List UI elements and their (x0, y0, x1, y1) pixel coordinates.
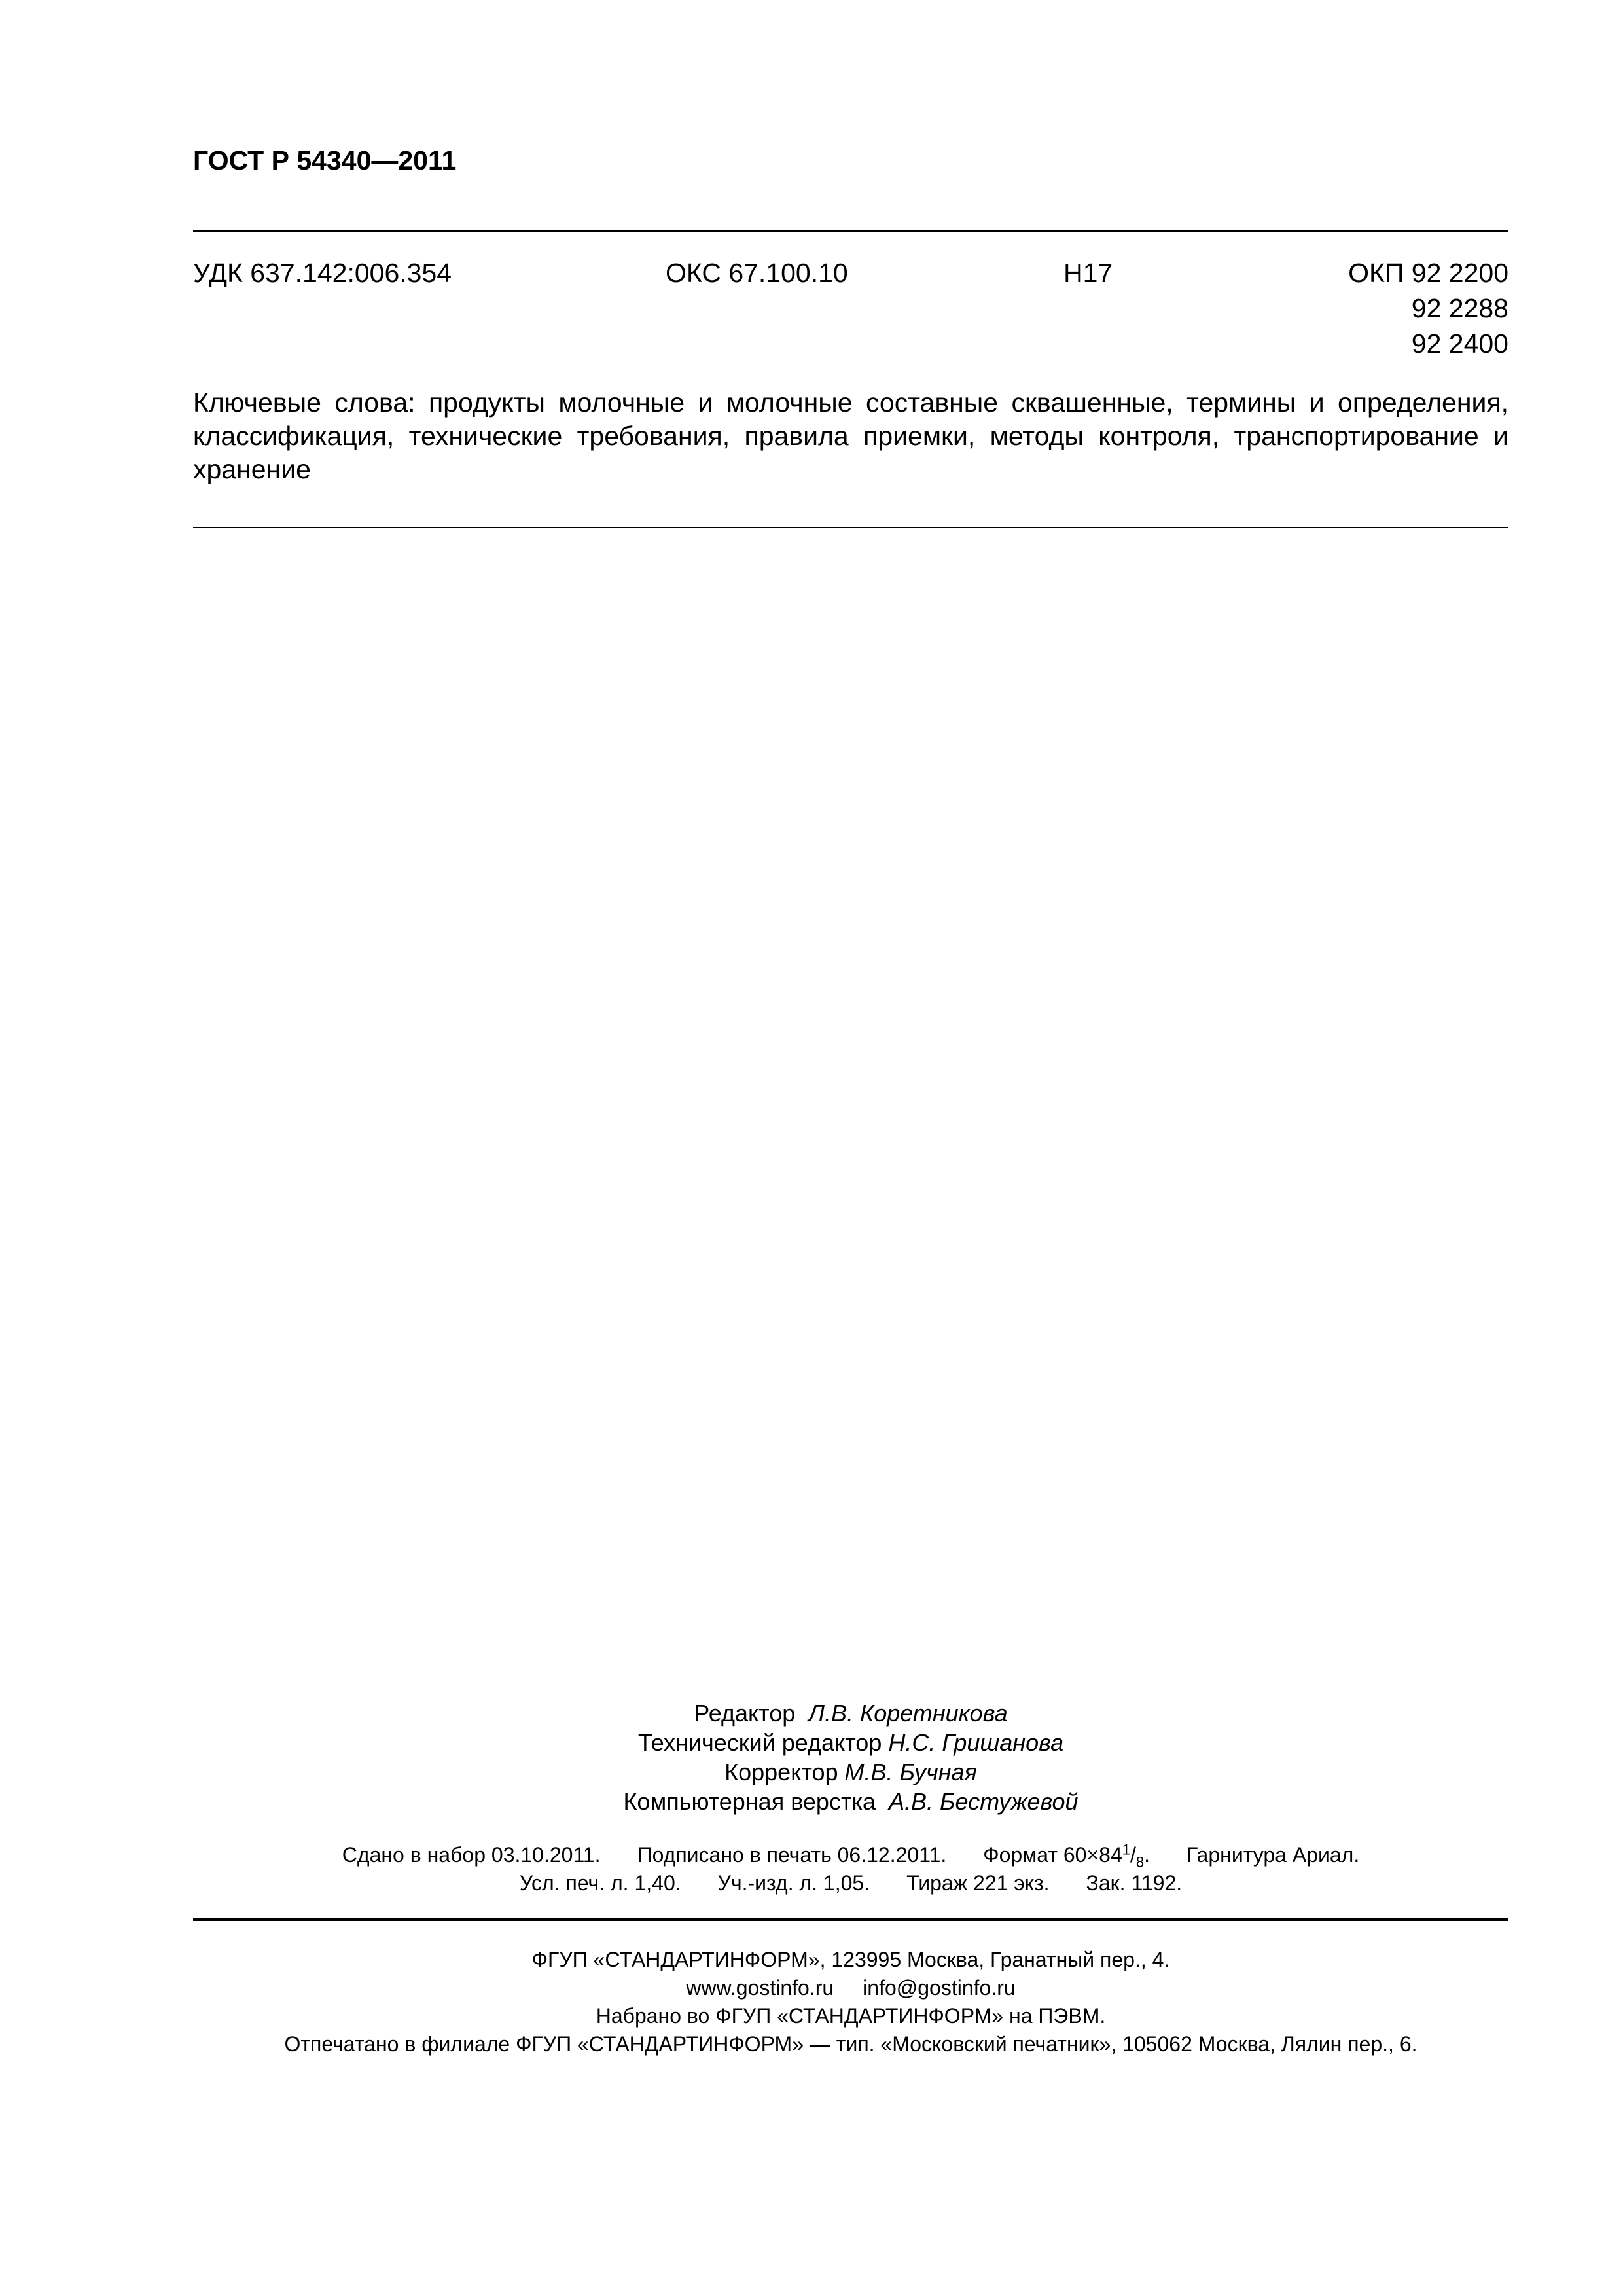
publisher-info (284, 1946, 1417, 2058)
printed-note: Отпечатано в филиале ФГУП «СТАНДАРТИНФОРМ» — тип. «Московский печатник», 105062 Москва, Лялин пер., 6. (284, 2032, 1418, 2056)
credit-name: М.В. Бучная (844, 1759, 977, 1785)
print-info-line-2 (520, 1869, 1182, 1897)
circulation: Тираж 221 экз. (906, 1871, 1050, 1895)
credit-name: А.В. Бестужевой (889, 1788, 1079, 1815)
printed-sheets: Усл. печ. л. 1,40. (519, 1871, 681, 1895)
print-info-line-1 (342, 1841, 1359, 1869)
publisher-address: ФГУП «СТАНДАРТИНФОРМ», 123995 Москва, Гранатный пер., 4. (531, 1948, 1170, 1971)
typeface: Гарнитура Ариал. (1186, 1843, 1360, 1867)
submitted-date: Сдано в набор 03.10.2011. (342, 1843, 601, 1867)
okp-codes (1348, 255, 1508, 361)
credit-role: Компьютерная верстка (623, 1788, 876, 1815)
keywords-paragraph: Ключевые слова: продукты молочные и молочные составные сквашенные, термины и определения, классификация, технические требования, правила приемки, методы контроля, транспортирование и хранение (193, 387, 1508, 484)
publisher-contacts (284, 1974, 1417, 2002)
udk-code: УДК 637.142:006.354 (193, 258, 452, 288)
top-divider (193, 230, 1508, 232)
okp-code-3: 92 2400 (1411, 329, 1508, 359)
credit-technical-editor (623, 1728, 1078, 1757)
editorial-credits (623, 1698, 1078, 1816)
credit-name: Л.В. Коретникова (808, 1700, 1008, 1727)
group-code: Н17 (1063, 258, 1113, 288)
oks-code: ОКС 67.100.10 (666, 258, 848, 288)
bottom-divider (193, 1918, 1508, 1921)
standard-code: ГОСТ Р 54340—2011 (193, 145, 457, 175)
publishing-sheets: Уч.-изд. л. 1,05. (717, 1871, 870, 1895)
publisher-email: info@gostinfo.ru (863, 1976, 1016, 2000)
credit-role: Редактор (694, 1700, 796, 1727)
publisher-website: www.gostinfo.ru (686, 1976, 834, 2000)
signed-date: Подписано в печать 06.12.2011. (637, 1843, 947, 1867)
credit-layout (623, 1787, 1078, 1816)
typeset-note: Набрано во ФГУП «СТАНДАРТИНФОРМ» на ПЭВМ. (596, 2004, 1106, 2028)
credit-editor (623, 1698, 1078, 1728)
okp-code-2: 92 2288 (1411, 293, 1508, 323)
credit-name: Н.С. Гришанова (888, 1729, 1064, 1756)
order-number: Зак. 1192. (1086, 1871, 1183, 1895)
paper-format: Формат $60\times 84^1/_8$. (983, 1841, 1150, 1871)
credit-corrector (623, 1757, 1078, 1787)
keywords-divider (193, 527, 1508, 528)
credit-role: Технический редактор (637, 1729, 882, 1756)
credit-role: Корректор (724, 1759, 838, 1785)
okp-code-1: ОКП 92 2200 (1348, 258, 1508, 288)
